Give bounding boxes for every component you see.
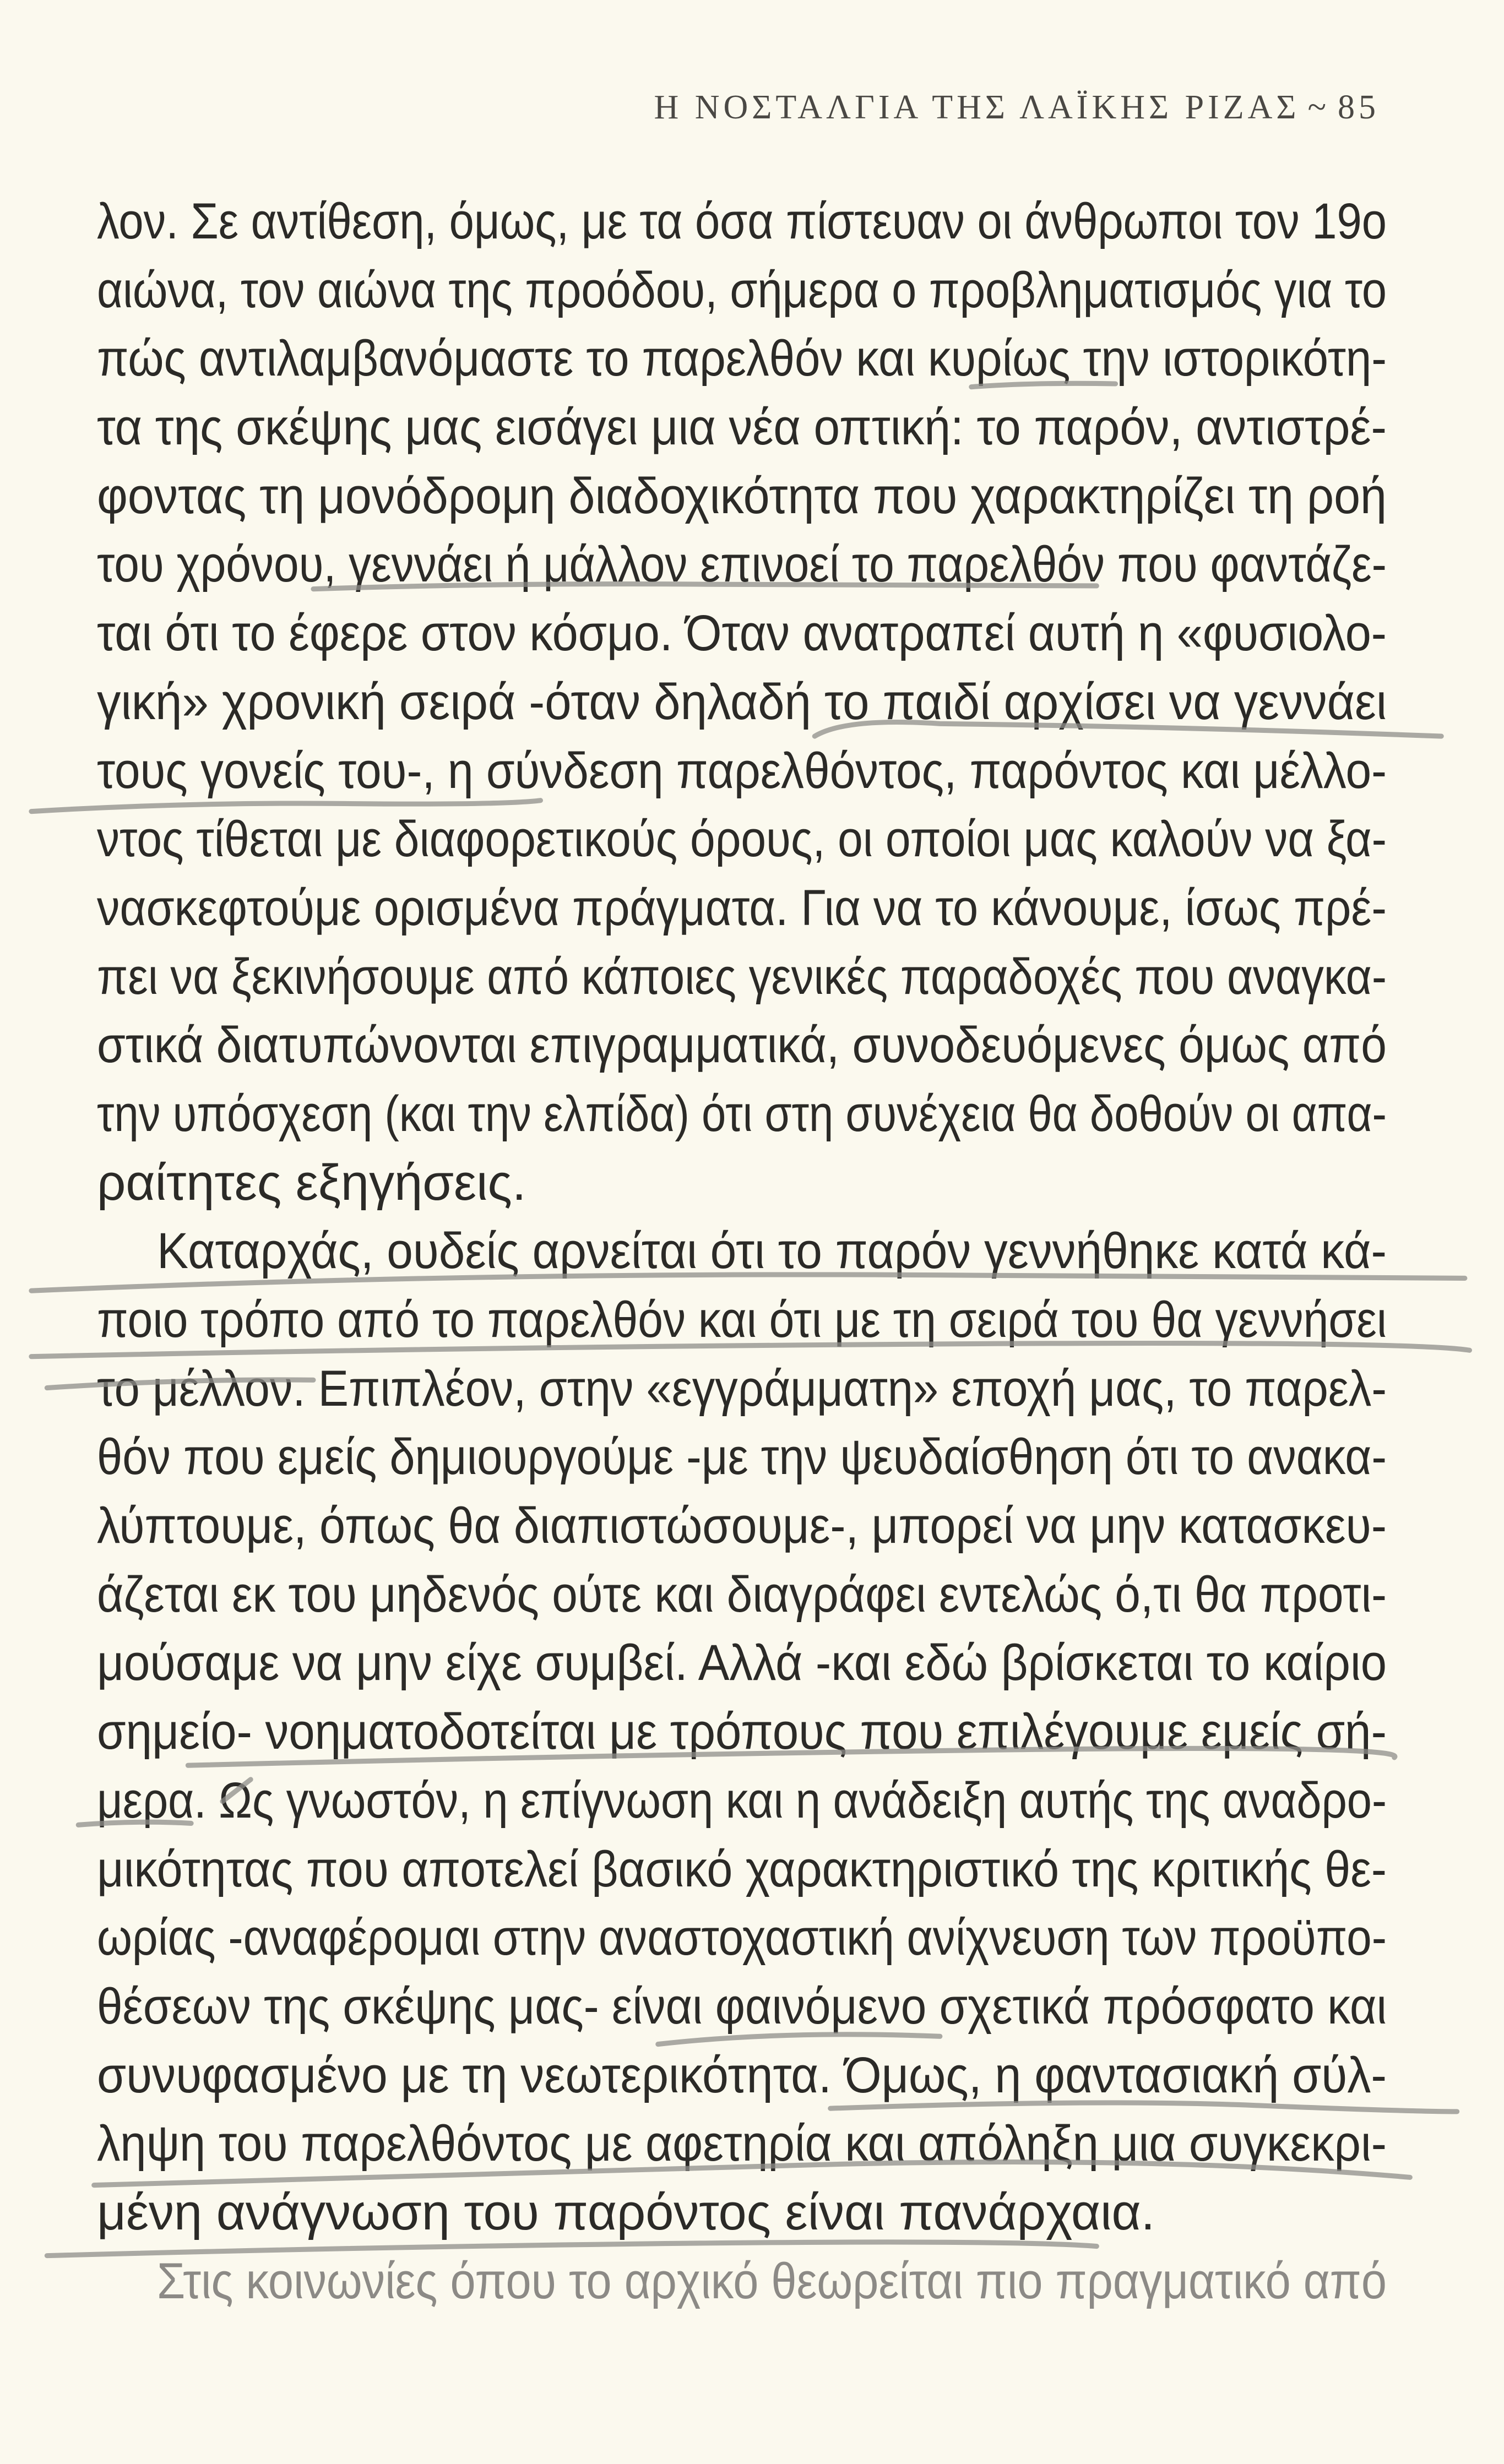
text-line-content: λον. Σε αντίθεση, όμως, με τα όσα πίστευαν οι άνθρωποι τον 19ο xyxy=(97,193,1387,249)
text-line-content: θέσεων της σκέψης μας- είναι φαινόμενο σχετικά πρόσφατο και xyxy=(97,1978,1387,2035)
text-line-content: θόν που εμείς δημιουργούμε -με την ψευδαίσθηση ότι το ανακα- xyxy=(97,1429,1387,1486)
text-line-content: ωρίας -αναφέρομαι στην αναστοχαστική ανίχνευση των προϋπο- xyxy=(97,1910,1387,1966)
text-line xyxy=(97,805,1387,874)
body-text xyxy=(97,187,1387,2315)
text-line-content: Καταρχάς, ουδείς αρνείται ότι το παρόν γεννήθηκε κατά κά- xyxy=(157,1223,1387,1280)
text-line xyxy=(97,1766,1387,1835)
text-line-content: γική» χρονική σειρά -όταν δηλαδή το παιδί αρχίσει να γεννάει xyxy=(97,673,1387,730)
text-line xyxy=(97,1903,1387,1972)
running-title: Η ΝΟΣΤΑΛΓΙΑ ΤΗΣ ΛΑΪΚΗΣ ΡΙΖΑΣ xyxy=(654,89,1300,126)
text-line xyxy=(97,1011,1387,1080)
text-line xyxy=(97,1423,1387,1492)
text-line xyxy=(97,1560,1387,1629)
text-line xyxy=(97,2178,1387,2247)
text-line xyxy=(97,943,1387,1011)
text-line-content: τους γονείς του-, η σύνδεση παρελθόντος, παρόντος και μέλλο- xyxy=(97,742,1387,799)
text-line-content: σημείο- νοηματοδοτείται με τρόπους που επιλέγουμε εμείς σή- xyxy=(97,1704,1387,1760)
text-line-content: πώς αντιλαμβανόμαστε το παρελθόν και κυρίως την ιστορικότη- xyxy=(97,330,1387,387)
text-line-content: συνυφασμένο με τη νεωτερικότητα. Όμως, η φαντασιακή σύλ- xyxy=(97,2047,1387,2103)
text-line xyxy=(97,393,1387,462)
text-line xyxy=(97,2041,1387,2110)
text-line xyxy=(97,1217,1387,1286)
text-line-content: νασκεφτούμε ορισμένα πράγματα. Για να το κάνουμε, ίσως πρέ- xyxy=(97,879,1387,936)
page-number: 85 xyxy=(1338,89,1380,126)
text-line xyxy=(97,2109,1387,2178)
text-line-content: μερα. Ως γνωστόν, η επίγνωση και η ανάδειξη αυτής της αναδρο- xyxy=(97,1772,1387,1829)
text-line xyxy=(97,2247,1387,2316)
text-line-content: ποιο τρόπο από το παρελθόν και ότι με τη σειρά του θα γεννήσει xyxy=(97,1292,1387,1348)
text-line xyxy=(97,462,1387,531)
text-line xyxy=(97,599,1387,668)
text-line-content: μικότητας που αποτελεί βασικό χαρακτηριστικό της κριτικής θε- xyxy=(97,1841,1387,1897)
text-line xyxy=(97,1355,1387,1423)
text-line-content: στικά διατυπώνονται επιγραμματικά, συνοδευόμενες όμως από xyxy=(97,1017,1387,1074)
text-line xyxy=(97,256,1387,325)
text-line-content: ραίτητες εξηγήσεις. xyxy=(97,1154,526,1211)
running-header xyxy=(646,88,1380,127)
text-line-content: φοντας τη μονόδρομη διαδοχικότητα που χαρακτηρίζει τη ροή xyxy=(97,467,1387,524)
text-line xyxy=(97,874,1387,943)
text-line-content: την υπόσχεση (και την ελπίδα) ότι στη συνέχεια θα δοθούν οι απα- xyxy=(97,1085,1387,1142)
text-line xyxy=(97,1080,1387,1149)
text-line-content: ντος τίθεται με διαφορετικούς όρους, οι οποίοι μας καλούν να ξα- xyxy=(97,811,1387,868)
text-line xyxy=(97,1629,1387,1698)
text-line-content: άζεται εκ του μηδενός ούτε και διαγράφει εντελώς ό,τι θα προτι- xyxy=(97,1566,1387,1623)
text-line xyxy=(97,1698,1387,1766)
text-line-content: μούσαμε να μην είχε συμβεί. Αλλά -και εδώ βρίσκεται το καίριο xyxy=(97,1635,1387,1691)
text-line xyxy=(97,1972,1387,2041)
text-line xyxy=(97,324,1387,393)
text-line xyxy=(97,1286,1387,1355)
text-line xyxy=(97,187,1387,256)
text-line-content: λύπτουμε, όπως θα διαπιστώσουμε-, μπορεί να μην κατασκευ- xyxy=(97,1498,1387,1554)
header-separator: ~ xyxy=(1307,89,1330,126)
text-line xyxy=(97,1492,1387,1560)
text-line-content: του χρόνου, γεννάει ή μάλλον επινοεί το παρελθόν που φαντάζε- xyxy=(97,536,1387,593)
text-line-content: ληψη του παρελθόντος με αφετηρία και απόληξη μια συγκεκρι- xyxy=(97,2115,1387,2172)
text-line-content: ται ότι το έφερε στον κόσμο. Όταν ανατραπεί αυτή η «φυσιολο- xyxy=(97,605,1387,662)
text-line xyxy=(97,668,1387,737)
text-line-content: τα της σκέψης μας εισάγει μια νέα οπτική: το παρόν, αντιστρέ- xyxy=(97,399,1387,456)
text-line xyxy=(97,737,1387,806)
text-line-content: αιώνα, τον αιώνα της προόδου, σήμερα ο προβληματισμός για το xyxy=(97,262,1387,318)
text-line-content: το μέλλον. Επιπλέον, στην «εγγράμματη» εποχή μας, το παρελ- xyxy=(97,1360,1387,1417)
text-line-content: μένη ανάγνωση του παρόντος είναι πανάρχαια. xyxy=(97,2184,1155,2240)
text-line-content: πει να ξεκινήσουμε από κάποιες γενικές παραδοχές που αναγκα- xyxy=(97,948,1387,1005)
text-line xyxy=(97,530,1387,599)
text-line xyxy=(97,1149,1387,1217)
text-line-content: Στις κοινωνίες όπου το αρχικό θεωρείται πιο πραγματικό από xyxy=(157,2253,1387,2309)
text-line xyxy=(97,1835,1387,1904)
